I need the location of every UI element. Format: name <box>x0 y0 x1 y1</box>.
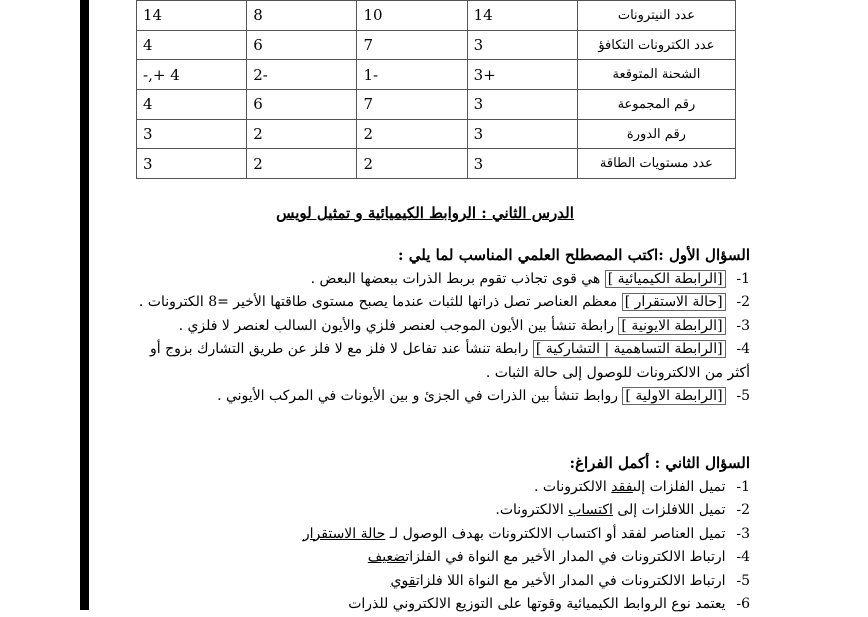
lesson-title: الدرس الثاني : الروابط الكيميائية و تمثيل لويس <box>276 204 574 222</box>
item-definition: رابطة تنشأ عند تفاعل لا فلز مع لا فلز عن طريق التشارك بزوج أو أكثر من الالكترونات للوصول إلى حالة الثبات . <box>149 341 750 381</box>
item-text: تميل العناصر لفقد أو اكتساب الالكترونات بهدف الوصول لـ <box>385 525 726 542</box>
table-cell: 6 <box>247 30 357 60</box>
row-label: عدد النيترونات <box>577 1 735 31</box>
list-item <box>136 291 750 315</box>
element-properties-table <box>136 0 736 179</box>
item-text-end: الالكترونات . <box>533 478 612 495</box>
table-cell: 3 <box>137 119 247 149</box>
list-item <box>136 476 750 500</box>
list-item <box>136 315 750 339</box>
term-answer: [الرابطة الايونية ] <box>618 317 725 335</box>
item-number: 3- <box>736 317 750 334</box>
table-cell: 10 <box>357 1 467 31</box>
term-answer: [الرابطة الاولية ] <box>622 387 725 405</box>
question-1-list <box>136 268 750 409</box>
question-2-heading: السؤال الثاني : أكمل الفراغ: <box>569 454 750 472</box>
term-answer: [الرابطة التساهمية | التشاركية ] <box>533 340 726 358</box>
item-definition: معظم العناصر تصل ذراتها للثبات عندما يصبح مستوى طاقتها الأخير =8 الكترونات . <box>138 294 622 310</box>
list-item <box>136 499 750 523</box>
item-text: ارتباط الالكترونات في المدار الأخير مع النواة اللا فلزات <box>415 572 726 589</box>
item-number: 6- <box>736 596 750 612</box>
table-cell: 6 <box>247 90 357 120</box>
table-cell: 3 <box>467 149 577 179</box>
question-1-section <box>136 244 750 409</box>
table-cell: -1 <box>357 60 467 90</box>
item-text: تميل الفلزات إلى <box>632 478 726 495</box>
question-1-heading: السؤال الأول :اكتب المصطلح العلمي المناسب لما يلي : <box>398 246 750 264</box>
item-text: تميل اللافلزات إلى <box>612 502 726 518</box>
item-number: 4- <box>736 341 750 357</box>
item-number: 2- <box>736 502 750 518</box>
table-cell: 2 <box>247 149 357 179</box>
item-text: يعتمد نوع الروابط الكيميائية وقوتها على التوزيع الالكتروني للذرات <box>348 596 726 612</box>
list-item <box>136 570 750 594</box>
list-item <box>136 546 750 570</box>
table-cell: 7 <box>357 30 467 60</box>
row-label: رقم المجموعة <box>577 90 735 120</box>
table-cell: 2 <box>357 119 467 149</box>
row-label: عدد الكترونات التكافؤ <box>577 30 735 60</box>
table-row <box>137 149 736 179</box>
item-text: ارتباط الالكترونات في المدار الأخير مع النواة في الفلزات <box>405 549 726 565</box>
row-label: رقم الدورة <box>577 119 735 149</box>
list-item <box>136 338 750 385</box>
table-cell: 3 <box>137 149 247 179</box>
table-cell: 4 <box>137 30 247 60</box>
fill-answer: فقد <box>611 478 633 495</box>
table-cell: 2 <box>357 149 467 179</box>
list-item <box>136 593 750 617</box>
item-definition: هي قوى تجاذب تقوم بربط الذرات ببعضها البعض . <box>310 270 605 287</box>
table-cell: +3 <box>467 60 577 90</box>
table-cell: 4 <box>137 90 247 120</box>
fill-answer: حالة الاستقرار <box>302 525 386 542</box>
item-number: 1- <box>736 478 750 495</box>
list-item <box>136 523 750 547</box>
table-cell: 7 <box>357 90 467 120</box>
table-cell: 2 <box>247 119 357 149</box>
table-row <box>137 90 736 120</box>
item-definition: روابط تنشأ بين الذرات في الجزئ و بين الأيونات في المركب الأيوني . <box>217 388 623 404</box>
item-definition: رابطة تنشأ بين الأيون الموجب لعنصر فلزي والأيون السالب لعنصر لا فلزي . <box>178 317 619 334</box>
question-2-list <box>136 476 750 617</box>
item-number: 1- <box>736 270 750 287</box>
item-number: 3- <box>736 525 750 542</box>
row-label: الشحنة المتوقعة <box>577 60 735 90</box>
fill-answer: اكتساب <box>568 502 613 518</box>
table-row <box>137 119 736 149</box>
item-number: 5- <box>736 388 750 404</box>
fill-answer: ضعيف <box>367 549 406 565</box>
item-number: 4- <box>736 549 750 565</box>
item-text-end: الالكترونات. <box>495 502 569 518</box>
table-row <box>137 30 736 60</box>
term-answer: [الرابطة الكيميائية ] <box>605 270 726 288</box>
term-answer: [حالة الاستقرار ] <box>622 293 726 311</box>
item-number: 2- <box>736 294 750 310</box>
table-row <box>137 60 736 90</box>
item-number: 5- <box>736 572 750 589</box>
table-cell: 14 <box>137 1 247 31</box>
page-border-line <box>80 0 89 610</box>
table-cell: 8 <box>247 1 357 31</box>
question-2-section <box>136 452 750 617</box>
table-cell: 3 <box>467 90 577 120</box>
table-cell: 14 <box>467 1 577 31</box>
list-item <box>136 385 750 409</box>
table-cell: 3 <box>467 30 577 60</box>
table-cell: -2 <box>247 60 357 90</box>
row-label: عدد مستويات الطاقة <box>577 149 735 179</box>
table-cell: 4 +,- <box>137 60 247 90</box>
table-row <box>137 1 736 31</box>
fill-answer: قوي <box>390 572 416 589</box>
list-item <box>136 268 750 292</box>
table-cell: 3 <box>467 119 577 149</box>
